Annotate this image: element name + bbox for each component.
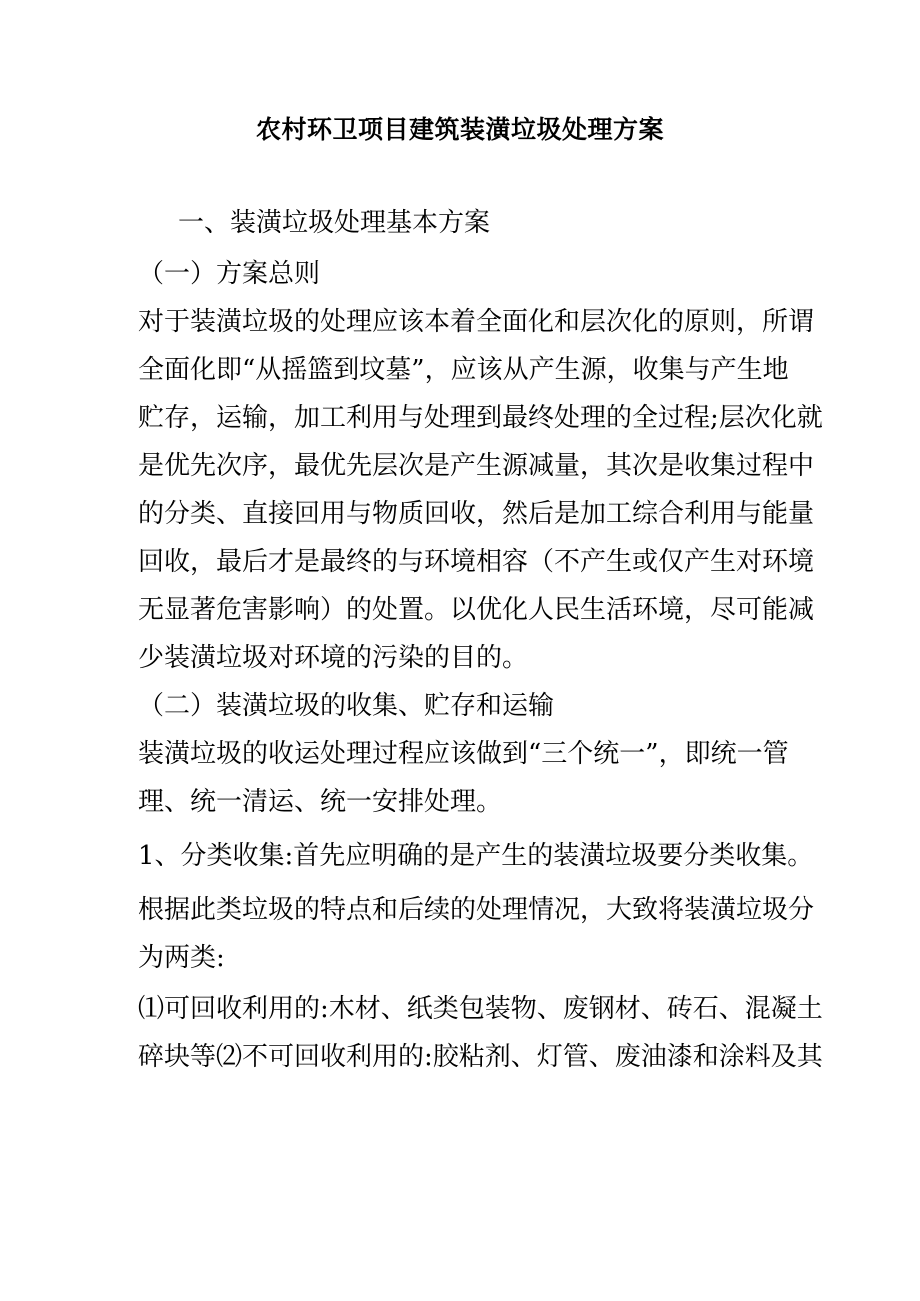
subsection-heading-1: （一）方案总则 xyxy=(138,259,321,289)
document-title: 农村环卫项目建筑装潢垃圾处理方案 xyxy=(255,115,664,144)
paragraph-1-line: 回收，最后才是最终的与环境相容（不产生或仅产生对环境 xyxy=(138,547,815,577)
paragraph-1-line: 对于装潢垃圾的处理应该本着全面化和层次化的原则，所谓 xyxy=(138,307,815,337)
section-heading-1-text: 一、装潢垃圾处理基本方案 xyxy=(178,208,491,238)
paragraph-3 xyxy=(138,886,815,982)
paragraph-1-line: 无显著危害影响）的处置。以优化人民生活环境，尽可能减 xyxy=(138,595,815,625)
paragraph-4 xyxy=(138,985,823,1081)
paragraph-1-line: 少装潢垃圾对环境的污染的目的。 xyxy=(138,643,529,673)
subsection-heading-2-block xyxy=(138,682,798,730)
subsection-heading-1-block xyxy=(138,250,798,298)
paragraph-4-line: ⑴可回收利用的:木材、纸类包装物、废钢材、砖石、混凝土 xyxy=(138,994,823,1024)
paragraph-2 xyxy=(138,730,798,826)
paragraph-3-line: 为两类: xyxy=(138,943,225,973)
paragraph-1-line: 的分类、直接回用与物质回收，然后是加工综合利用与能量 xyxy=(138,499,815,529)
paragraph-1-line: 贮存，运输，加工利用与处理到最终处理的全过程;层次化就 xyxy=(138,403,823,433)
paragraph-1 xyxy=(138,298,823,682)
section-heading-1 xyxy=(138,199,788,248)
paragraph-1-line: 全面化即“从摇篮到坟墓”，应该从产生源，收集与产生地 xyxy=(138,355,789,385)
list-item-1 xyxy=(138,832,814,880)
paragraph-2-line: 理、统一清运、统一安排处理。 xyxy=(138,787,503,817)
paragraph-3-line: 根据此类垃圾的特点和后续的处理情况，大致将装潢垃圾分 xyxy=(138,895,815,925)
subsection-heading-2: （二）装潢垃圾的收集、贮存和运输 xyxy=(138,691,555,721)
list-item-1-text: 1、分类收集:首先应明确的是产生的装潢垃圾要分类收集。 xyxy=(138,841,814,871)
paragraph-1-line: 是优先次序，最优先层次是产生源减量，其次是收集过程中 xyxy=(138,451,815,481)
paragraph-2-line: 装潢垃圾的收运处理过程应该做到“三个统一”，即统一管 xyxy=(138,739,789,769)
paragraph-4-line: 碎块等⑵不可回收利用的:胶粘剂、灯管、废油漆和涂料及其 xyxy=(138,1042,823,1072)
